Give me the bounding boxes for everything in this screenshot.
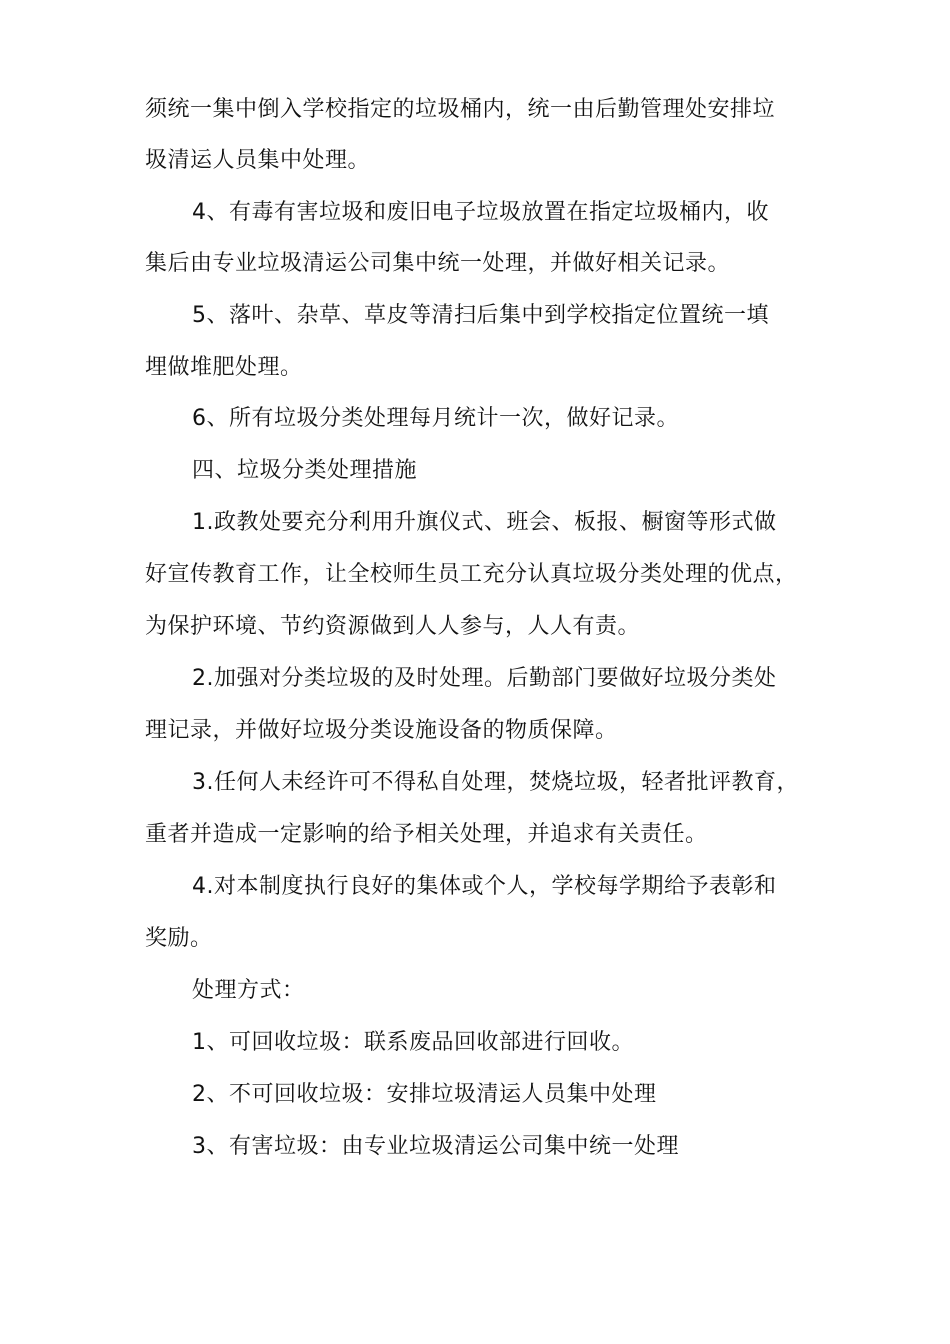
text-line-12: 2.加强对分类垃圾的及时处理。后勤部门要做好垃圾分类处 — [192, 666, 777, 691]
text-line-15: 重者并造成一定影响的给予相关处理，并追求有关责任。 — [145, 822, 708, 847]
method-item-2: 2、不可回收垃圾：安排垃圾清运人员集中处理 — [192, 1082, 657, 1107]
text-line-10: 好宣传教育工作，让全校师生员工充分认真垃圾分类处理的优点， — [145, 562, 798, 587]
text-line-3: 4、有毒有害垃圾和废旧电子垃圾放置在指定垃圾桶内，收 — [192, 200, 769, 225]
text-line-5: 5、落叶、杂草、草皮等清扫后集中到学校指定位置统一填 — [192, 303, 769, 328]
method-item-3: 3、有害垃圾：由专业垃圾清运公司集中统一处理 — [192, 1134, 679, 1159]
text-line-1: 须统一集中倒入学校指定的垃圾桶内，统一由后勤管理处安排垃 — [145, 97, 776, 122]
text-line-2: 圾清运人员集中处理。 — [145, 148, 371, 173]
text-line-7: 6、所有垃圾分类处理每月统计一次，做好记录。 — [192, 406, 679, 431]
text-line-14: 3.任何人未经许可不得私自处理，焚烧垃圾，轻者批评教育， — [192, 770, 799, 795]
text-line-13: 理记录，并做好垃圾分类设施设备的物质保障。 — [145, 718, 618, 743]
method-heading: 处理方式： — [192, 978, 305, 1003]
text-line-16: 4.对本制度执行良好的集体或个人，学校每学期给予表彰和 — [192, 874, 777, 899]
text-line-17: 奖励。 — [145, 926, 213, 951]
text-line-9: 1.政教处要充分利用升旗仪式、班会、板报、橱窗等形式做 — [192, 510, 777, 535]
method-item-1: 1、可回收垃圾：联系废品回收部进行回收。 — [192, 1030, 634, 1055]
text-line-6: 埋做堆肥处理。 — [145, 355, 303, 380]
section-heading: 四、垃圾分类处理措施 — [192, 458, 418, 483]
text-line-4: 集后由专业垃圾清运公司集中统一处理，并做好相关记录。 — [145, 251, 731, 276]
text-line-11: 为保护环境、节约资源做到人人参与，人人有责。 — [145, 614, 641, 639]
